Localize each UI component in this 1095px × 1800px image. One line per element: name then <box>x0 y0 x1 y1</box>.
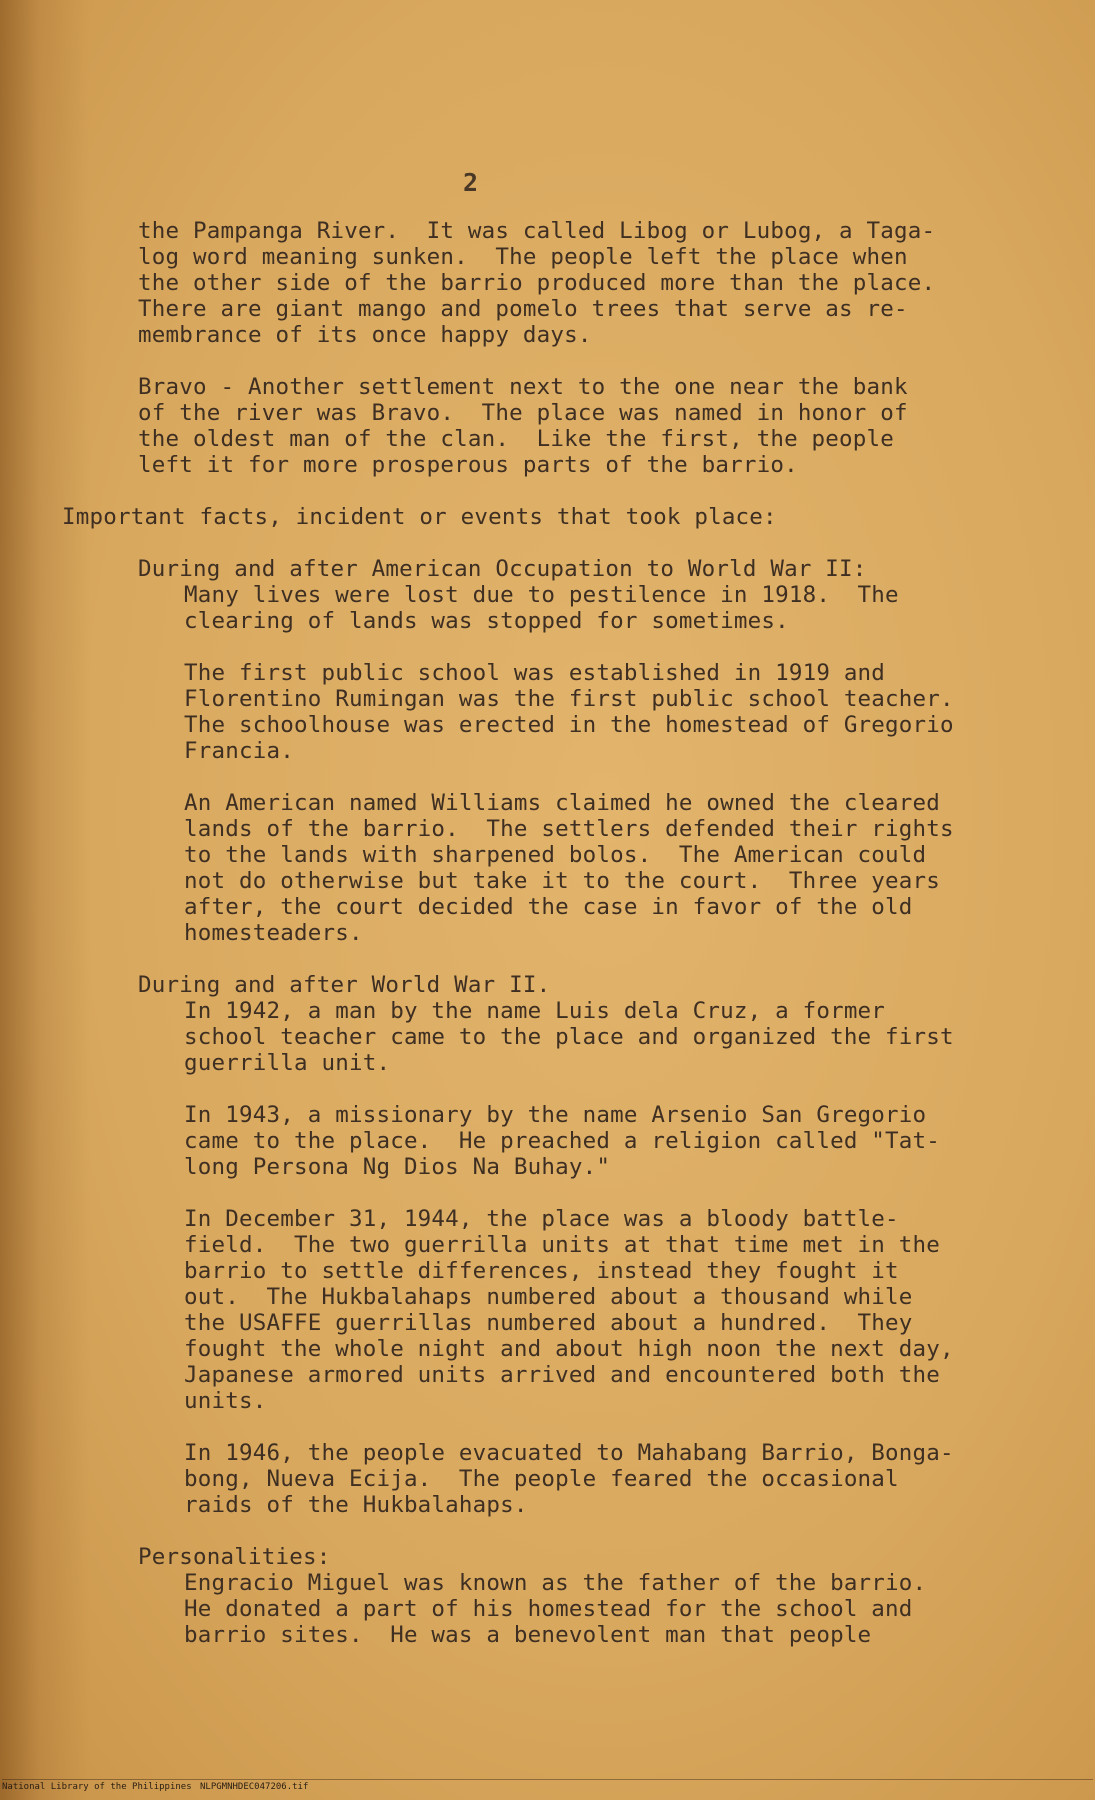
footer-filename: NLPGMNHDEC047206.tif <box>200 1782 309 1792</box>
paragraph-gap <box>138 1518 1058 1544</box>
text-line: left it for more prosperous parts of the barrio. <box>138 452 798 478</box>
text-line: Florentino Rumingan was the first public school teacher. <box>184 686 954 712</box>
text-line: the other side of the barrio produced more than the place. <box>138 270 936 296</box>
text-line: guerrilla unit. <box>184 1050 391 1076</box>
archive-footer <box>2 1779 1093 1794</box>
text-line: An American named Williams claimed he owned the cleared <box>184 790 941 816</box>
text-line: In 1942, a man by the name Luis dela Cruz, a former <box>184 998 886 1024</box>
text-line: the USAFFE guerrillas numbered about a hundred. They <box>184 1310 913 1336</box>
text-line: of the river was Bravo. The place was named in honor of <box>138 400 908 426</box>
text-line: log word meaning sunken. The people left the place when <box>138 244 908 270</box>
text-line: membrance of its once happy days. <box>138 322 592 348</box>
paragraph-gap <box>138 348 1058 374</box>
text-line: Francia. <box>184 738 294 764</box>
text-line: units. <box>184 1388 267 1414</box>
footer-source: National Library of the Philippines <box>2 1782 192 1792</box>
text-line: bong, Nueva Ecija. The people feared the occasional <box>184 1466 899 1492</box>
paragraph-gap <box>138 634 1058 660</box>
paragraph-gap <box>138 478 1058 504</box>
text-line: raids of the Hukbalahaps. <box>184 1492 528 1518</box>
paragraph-gap <box>138 946 1058 972</box>
text-line: In 1943, a missionary by the name Arsenio San Gregorio <box>184 1102 927 1128</box>
text-line: Important facts, incident or events that took place: <box>62 504 777 530</box>
text-line: barrio sites. He was a benevolent man that people <box>184 1622 872 1648</box>
text-line: In 1946, the people evacuated to Mahabang Barrio, Bonga- <box>184 1440 954 1466</box>
text-line: school teacher came to the place and organized the first <box>184 1024 954 1050</box>
text-line: after, the court decided the case in favor of the old <box>184 894 913 920</box>
text-line: barrio to settle differences, instead they fought it <box>184 1258 899 1284</box>
text-line: Engracio Miguel was known as the father of the barrio. <box>184 1570 927 1596</box>
paragraph-gap <box>138 530 1058 556</box>
text-line: homesteaders. <box>184 920 363 946</box>
text-line: In December 31, 1944, the place was a bloody battle- <box>184 1206 899 1232</box>
page-number: 2 <box>463 168 479 197</box>
paragraph-gap <box>138 1076 1058 1102</box>
text-line: Personalities: <box>138 1544 331 1570</box>
text-line: During and after World War II. <box>138 972 551 998</box>
text-line: not do otherwise but take it to the court. Three years <box>184 868 941 894</box>
text-line: The schoolhouse was erected in the homestead of Gregorio <box>184 712 954 738</box>
document-body <box>62 218 1058 1648</box>
text-line: field. The two guerrilla units at that time met in the <box>184 1232 941 1258</box>
text-line: Many lives were lost due to pestilence in 1918. The <box>184 582 899 608</box>
text-line: the oldest man of the clan. Like the first, the people <box>138 426 895 452</box>
text-line: fought the whole night and about high noon the next day, <box>184 1336 954 1362</box>
paragraph-gap <box>138 1414 1058 1440</box>
text-line: lands of the barrio. The settlers defended their rights <box>184 816 954 842</box>
text-line: Japanese armored units arrived and encountered both the <box>184 1362 941 1388</box>
text-line: During and after American Occupation to World War II: <box>138 556 867 582</box>
text-line: He donated a part of his homestead for the school and <box>184 1596 913 1622</box>
text-line: the Pampanga River. It was called Libog or Lubog, a Taga- <box>138 218 936 244</box>
text-line: to the lands with sharpened bolos. The American could <box>184 842 927 868</box>
text-line: out. The Hukbalahaps numbered about a thousand while <box>184 1284 913 1310</box>
text-line: came to the place. He preached a religion called "Tat- <box>184 1128 941 1154</box>
text-line: clearing of lands was stopped for sometimes. <box>184 608 789 634</box>
paragraph-gap <box>138 764 1058 790</box>
text-line: There are giant mango and pomelo trees that serve as re- <box>138 296 908 322</box>
text-line: long Persona Ng Dios Na Buhay." <box>184 1154 611 1180</box>
paragraph-gap <box>138 1180 1058 1206</box>
text-line: The first public school was established in 1919 and <box>184 660 886 686</box>
text-line: Bravo - Another settlement next to the one near the bank <box>138 374 908 400</box>
